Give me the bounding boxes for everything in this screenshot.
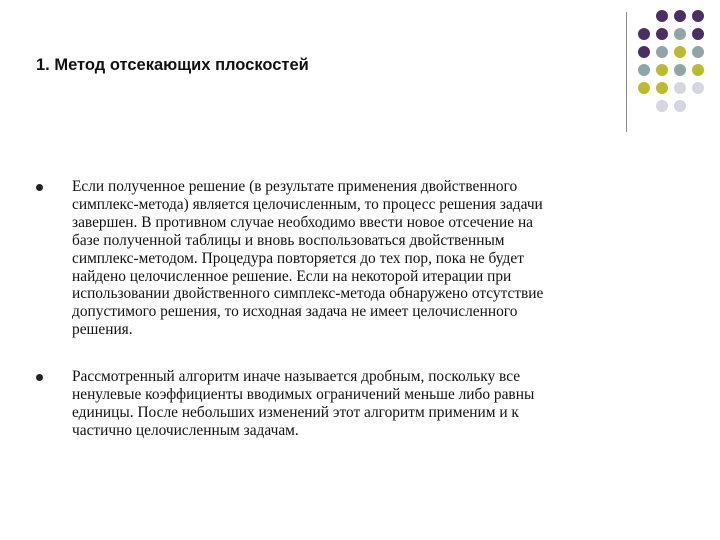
text-line: единицы. После небольших изменений этот алгоритм применим и к [72,403,519,421]
decorative-dot-light [656,100,668,112]
text-line: симплекс-метода) является целочисленным, то процесс решения задачи [72,195,543,213]
text-line: допустимого решения, то исходная задача не имеет целочисленного [72,303,518,321]
slide-title: 1. Метод отсекающих плоскостей [36,56,309,74]
text-line: базе полученной таблицы и вновь воспользоваться двойственным [72,231,505,249]
decorative-dot-purple [656,10,668,22]
decorative-dot-purple [656,28,668,40]
text-line: завершен. В противном случае необходимо ввести новое отсечение на [72,213,534,231]
text-line: Если полученное решение (в результате применения двойственного [72,178,518,195]
bullet-dot-icon [36,184,43,191]
decorative-dot-gray [692,46,704,58]
decorative-dot-grid [638,10,718,120]
decorative-dot-purple [638,46,650,58]
decorative-dot-purple [692,10,704,22]
decorative-dot-gray [656,46,668,58]
text-line: использовании двойственного симплекс-метода обнаружено отсутствие [72,285,544,303]
decorative-dot-purple [638,28,650,40]
decorative-dot-olive [638,82,650,94]
text-line: Рассмотренный алгоритм иначе называется дробным, поскольку все [72,368,521,385]
text-line: найдено целочисленное решение. Если на некоторой итерации при [72,267,512,285]
text-line: частично целочисленным задачам. [72,421,299,439]
text-line: ненулевые коэффициенты вводимых ограничений меньше либо равны [72,385,535,403]
decorative-dot-gray [638,64,650,76]
decorative-dot-light [674,100,686,112]
decorative-dot-olive [692,64,704,76]
decorative-dot-olive [656,82,668,94]
bullet-dot-icon [36,374,43,381]
decorative-dot-light [692,82,704,94]
decorative-dot-purple [692,28,704,40]
text-line: решения. [72,321,133,339]
decorative-dot-light [674,82,686,94]
bullet-text [72,368,664,440]
decorative-dot-olive [656,64,668,76]
decorative-dot-gray [674,28,686,40]
vertical-divider [626,12,627,132]
bullet-text [72,178,664,339]
decorative-dot-olive [674,46,686,58]
decorative-dot-purple [674,10,686,22]
text-line: симплекс-методом. Процедура повторяется до тех пор, пока не будет [72,249,524,267]
decorative-dot-gray [674,64,686,76]
